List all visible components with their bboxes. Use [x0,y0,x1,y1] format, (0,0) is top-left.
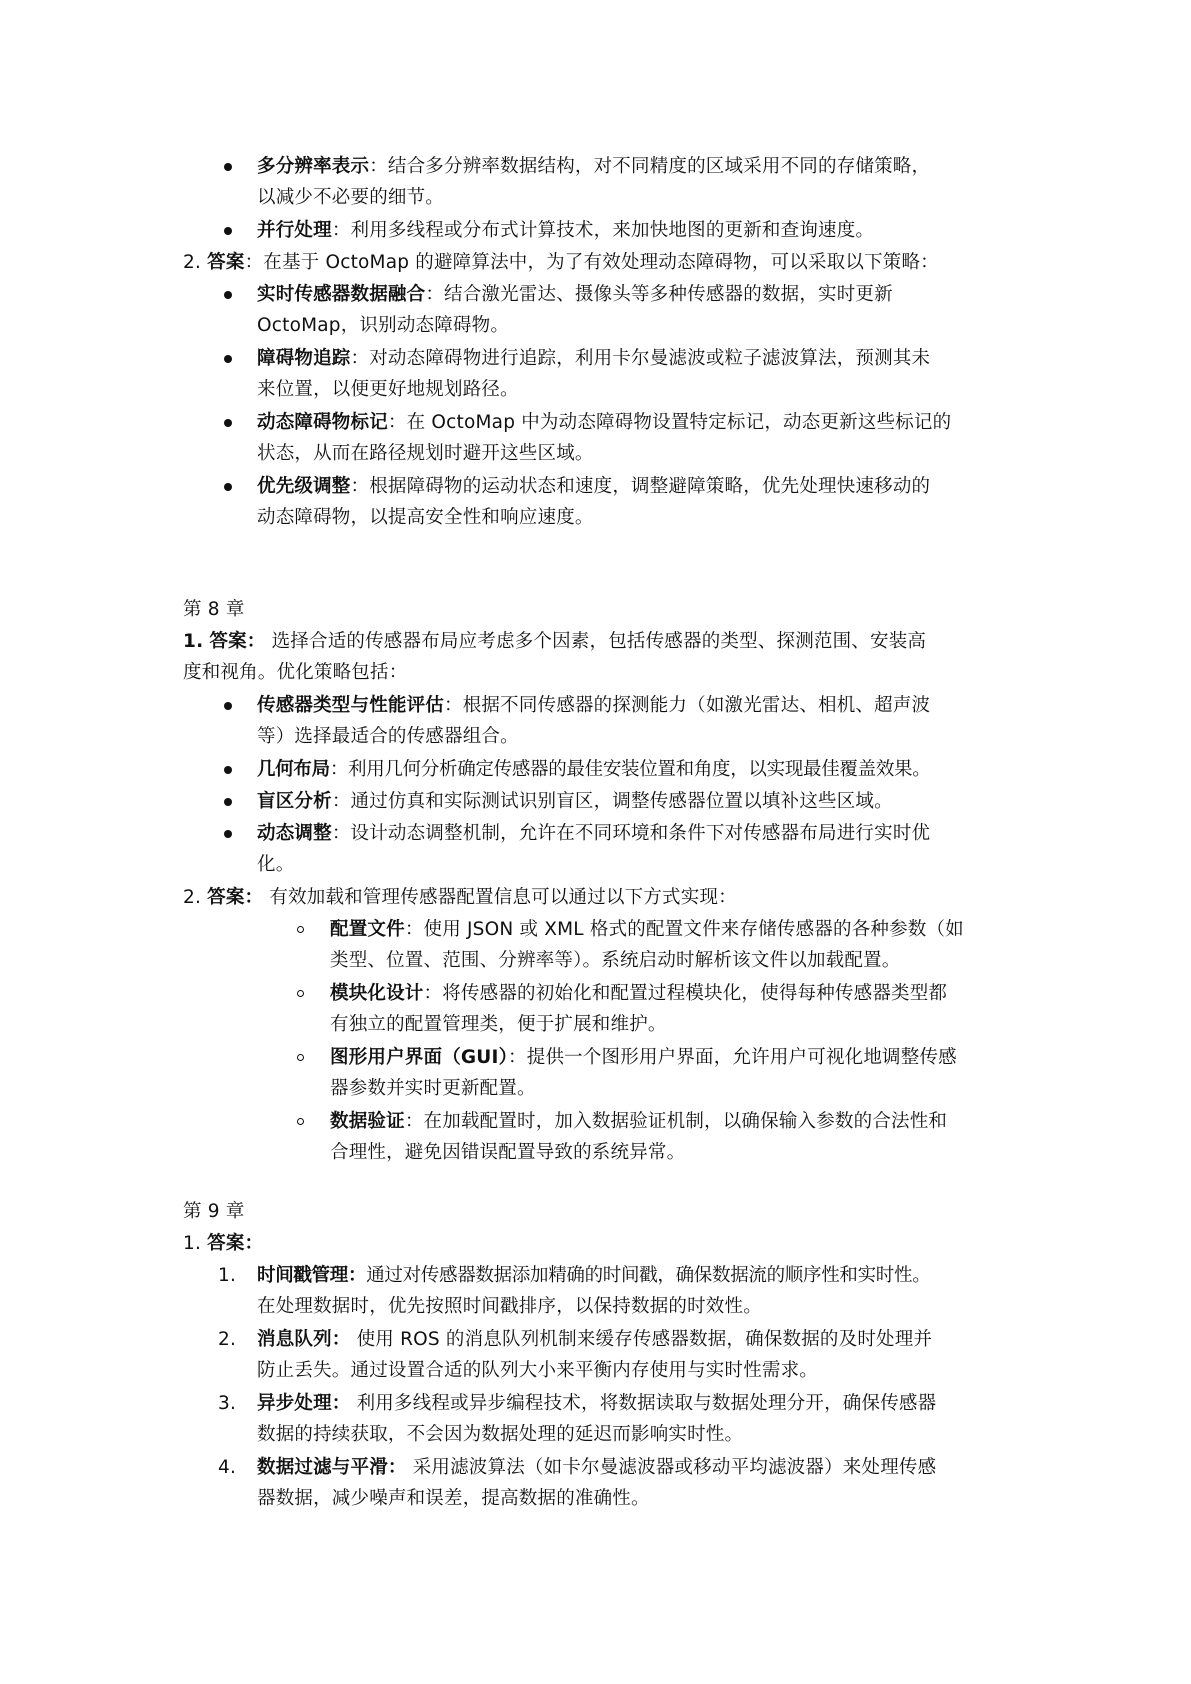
term-label: 障碍物追踪 [257,348,351,369]
item-text-continued: 状态，从而在路径规划时避开这些区域。 [257,443,594,464]
answer-label: 答案： [207,1233,264,1254]
chapter-heading-8: 第 8 章 [183,599,245,620]
item-text: ：提供一个图形用户界面，允许用户可视化地调整传感 [508,1047,957,1068]
answer-text: 选择合适的传感器布局应考虑多个因素，包括传感器的类型、探测范围、安装高 [265,631,927,652]
bullet-item-marking [257,411,951,435]
item-text-continued: 器数据，减少噪声和误差，提高数据的准确性。 [257,1488,650,1509]
item-text: ：在加载配置时，加入数据验证机制，以确保输入参数的合法性和 [404,1111,948,1132]
item-text: ：使用 JSON 或 XML 格式的配置文件来存储传感器的各种参数（如 [404,919,964,940]
bullet-item-sensor-types [257,694,930,718]
bullet-item-sensor-fusion [257,283,893,307]
item-text-continued: 在处理数据时，优先按照时间戳排序，以保持数据的时效性。 [257,1296,762,1317]
term-label: 模块化设计 [330,983,424,1004]
item-text: ：结合激光雷达、摄像头等多种传感器的数据，实时更新 [425,284,893,305]
term-label: 实时传感器数据融合 [257,284,426,305]
item-text: ：利用几何分析确定传感器的最佳安装位置和角度，以实现最佳覆盖效果。 [329,759,931,780]
item-text: 使用 ROS 的消息队列机制来缓存传感器数据，确保数据的及时处理并 [350,1329,933,1350]
term-label: 时间戳管理： [257,1265,367,1286]
answer-label: 答案 [207,252,245,273]
item-text: ：根据障碍物的运动状态和速度，调整避障策略，优先处理快速移动的 [350,476,931,497]
item-text: 通过对传感器数据添加精确的时间戳，确保数据流的顺序性和实时性。 [366,1265,931,1286]
bullet-item-dynamic-adjust [257,822,930,846]
bullet-item-tracking [257,347,930,371]
term-label: 并行处理 [257,220,332,241]
answer-label: 答案： [209,631,266,652]
sub-item-gui [330,1046,957,1070]
numbered-item-filtering [257,1456,936,1480]
item-text: 利用多线程或异步编程技术，将数据读取与数据处理分开，确保传感器 [350,1393,937,1414]
item-text: ：在 OctoMap 中为动态障碍物设置特定标记，动态更新这些标记的 [387,412,952,433]
answer-text: ：在基于 OctoMap 的避障算法中，为了有效处理动态障碍物，可以采取以下策略： [244,252,939,273]
list-number: 2. [183,887,202,908]
answer-item-1 [183,1232,263,1256]
answer-item-2 [183,251,939,275]
term-label: 消息队列： [257,1329,351,1350]
answer-label: 答案： [207,887,264,908]
sub-item-config-file [330,918,964,942]
list-number: 1. [218,1265,237,1286]
bullet-icon [224,163,232,171]
item-text: ：根据不同传感器的探测能力（如激光雷达、相机、超声波 [444,695,931,716]
bullet-icon [224,355,232,363]
term-label: 动态调整 [257,823,332,844]
item-text: 采用滤波算法（如卡尔曼滤波器或移动平均滤波器）来处理传感 [406,1457,937,1478]
bullet-icon [224,291,232,299]
term-label: 优先级调整 [257,476,351,497]
numbered-item-timestamp [257,1264,930,1288]
circle-bullet-icon [297,1054,304,1061]
term-label: 数据过滤与平滑： [257,1457,407,1478]
item-text-continued: 数据的持续获取，不会因为数据处理的延迟而影响实时性。 [257,1424,744,1445]
item-text-continued: 类型、位置、范围、分辨率等）。系统启动时解析该文件以加载配置。 [330,950,901,971]
item-text-continued: OctoMap，识别动态障碍物。 [257,315,510,336]
chapter-heading-9: 第 9 章 [183,1201,245,1222]
list-number: 2. [218,1329,237,1350]
list-number: 1. [183,631,204,652]
bullet-icon [224,483,232,491]
answer-text: 有效加载和管理传感器配置信息可以通过以下方式实现： [263,887,737,908]
answer-item-2 [183,886,737,910]
term-label: 配置文件 [330,919,405,940]
bullet-icon [224,702,232,710]
answer-text-continued: 度和视角。优化策略包括： [183,662,408,683]
bullet-icon [224,830,232,838]
bullet-icon [224,419,232,427]
term-label: 盲区分析 [257,791,332,812]
term-label: 数据验证 [330,1111,405,1132]
bullet-icon [224,227,232,235]
list-number: 1. [183,1233,202,1254]
sub-item-modular [330,982,947,1006]
term-label: 动态障碍物标记 [257,412,388,433]
term-label: 传感器类型与性能评估 [257,695,445,716]
numbered-item-async [257,1392,936,1416]
item-text-continued: 合理性，避免因错误配置导致的系统异常。 [330,1142,686,1163]
item-text-continued: 以减少不必要的细节。 [257,187,445,208]
list-number: 2. [183,252,202,273]
list-number: 3. [218,1393,237,1414]
term-label: 几何布局 [257,759,330,780]
bullet-icon [224,766,232,774]
item-text: ：对动态障碍物进行追踪，利用卡尔曼滤波或粒子滤波算法，预测其未 [350,348,931,369]
circle-bullet-icon [297,1118,304,1125]
bullet-item-geometry [257,758,930,782]
item-text-continued: 动态障碍物，以提高安全性和响应速度。 [257,507,594,528]
term-label: 异步处理： [257,1393,351,1414]
bullet-icon [224,798,232,806]
item-text: ：利用多线程或分布式计算技术，来加快地图的更新和查询速度。 [331,220,875,241]
bullet-item-priority [257,475,930,499]
circle-bullet-icon [297,990,304,997]
item-text: ：结合多分辨率数据结构，对不同精度的区域采用不同的存储策略， [369,156,931,177]
item-text-continued: 等）选择最适合的传感器组合。 [257,726,519,747]
circle-bullet-icon [297,926,304,933]
item-text-continued: 来位置，以便更好地规划路径。 [257,379,519,400]
bullet-item-multiresolution [257,155,930,179]
answer-item-1 [183,630,926,654]
item-text-continued: 防止丢失。通过设置合适的队列大小来平衡内存使用与实时性需求。 [257,1360,819,1381]
item-text-continued: 器参数并实时更新配置。 [330,1078,536,1099]
sub-item-validation [330,1110,947,1134]
item-text-continued: 有独立的配置管理类，便于扩展和维护。 [330,1014,667,1035]
bullet-item-blind-spot [257,790,893,814]
item-text: ：将传感器的初始化和配置过程模块化，使得每种传感器类型都 [423,983,948,1004]
list-number: 4. [218,1457,237,1478]
term-label: 图形用户界面（GUI） [330,1047,509,1068]
term-label: 多分辨率表示 [257,156,370,177]
item-text-continued: 化。 [257,854,295,875]
item-text: ：设计动态调整机制，允许在不同环境和条件下对传感器布局进行实时优 [331,823,931,844]
numbered-item-message-queue [257,1328,932,1352]
bullet-item-parallel [257,219,874,243]
item-text: ：通过仿真和实际测试识别盲区，调整传感器位置以填补这些区域。 [331,791,893,812]
